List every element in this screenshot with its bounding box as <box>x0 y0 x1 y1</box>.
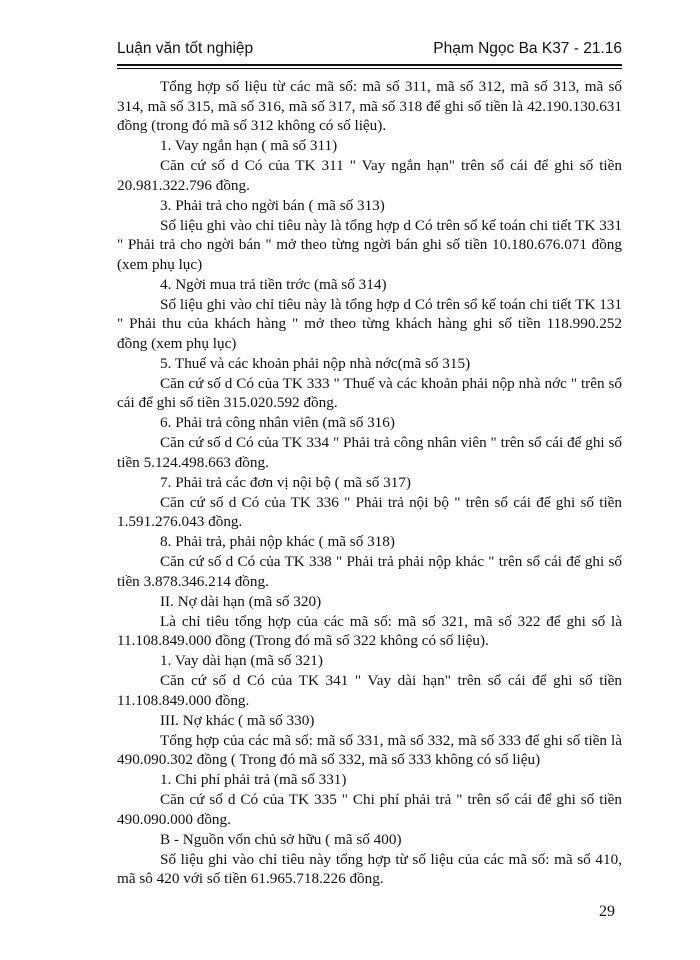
paragraph: Căn cứ số d Có của TK 338 " Phải trả phải nộp khác " trên sổ cái để ghi số tiền 3.878.346.214 đồng. <box>117 553 622 590</box>
section-heading: 7. Phải trả các đơn vị nội bộ ( mã số 317) <box>160 473 411 491</box>
paragraph: Căn cứ số d Có của TK 311 " Vay ngắn hạn" trên sổ cái để ghi số tiền 20.981.322.796 đồng. <box>117 157 622 194</box>
section-heading: 1. Chi phí phải trả (mã số 331) <box>160 771 347 788</box>
section-heading: 6. Phải trả công nhân viên (mã số 316) <box>160 414 395 431</box>
header-thesis-title: Luận văn tốt nghiệp <box>117 40 254 57</box>
section-heading: 3. Phải trả cho ngời bán ( mã số 313) <box>160 196 385 214</box>
section-heading: B - Nguồn vốn chủ sở hữu ( mã số 400) <box>160 830 402 848</box>
header-rule-thick <box>117 64 622 66</box>
section-heading: II. Nợ dài hạn (mã số 320) <box>160 592 322 610</box>
paragraph: Là chỉ tiêu tổng hợp của các mã số: mã số 321, mã số 322 để ghi số là 11.108.849.000 đồng (Trong đó mã số 322 không có số liệu). <box>117 612 622 649</box>
paragraph: Căn cứ số d Có của TK 334 " Phải trả công nhân viên " trên sổ cái để ghi số tiền 5.124.498.663 đồng. <box>117 434 622 471</box>
section-heading: 8. Phải trả, phải nộp khác ( mã số 318) <box>160 533 395 550</box>
page-number: 29 <box>599 903 615 920</box>
paragraph: Căn cứ số d Có của TK 341 " Vay dài hạn" trên sổ cái để ghi số tiền 11.108.849.000 đồng. <box>117 672 622 709</box>
paragraph: Số liệu ghi vào chỉ tiêu này tổng hợp từ số liệu của các mã số: mã số 410, mã sô 420 với số tiền 61.965.718.226 đồng. <box>117 850 622 887</box>
document-body <box>117 77 622 889</box>
paragraph: Căn cứ số d Có của TK 335 " Chi phí phải trả " trên sổ cái để ghi số tiền 490.090.000 đồng. <box>117 791 622 828</box>
paragraph: Tổng hợp của các mã số: mã số 331, mã số 332, mã số 333 để ghi số tiền là 490.090.302 đồng ( Trong đó mã số 332, mã số 333 không có số liệu) <box>117 731 622 768</box>
paragraph: Số liệu ghi vào chỉ tiêu này là tổng hợp d Có trên sổ kế toán chi tiết TK 131 " Phải thu của khách hàng " mở theo từng khách hàng ghi số tiền 118.990.252 đồng (xem phụ lục) <box>117 295 622 352</box>
paragraph: Căn cứ số d Có của TK 336 " Phải trả nội bộ " trên sổ cái để ghi số tiền 1.591.276.043 đồng. <box>117 493 622 530</box>
section-heading: 5. Thuế và các khoản phải nộp nhà nớc(mã số 315) <box>160 354 471 372</box>
section-heading: 1. Vay dài hạn (mã số 321) <box>160 652 323 669</box>
header-rule-thin <box>117 68 622 69</box>
header-author: Phạm Ngọc Ba K37 - 21.16 <box>433 40 622 57</box>
paragraph: Tổng hợp số liệu từ các mã số: mã số 311, mã số 312, mã số 313, mã số 314, mã số 315, mã số 316, mã số 317, mã số 318 để ghi số tiền là 42.190.130.631 đồng (trong đó mã số 312 không có số liệu). <box>117 78 622 134</box>
page-header <box>117 40 622 64</box>
paragraph: Căn cứ số d Có của TK 333 " Thuế và các khoản phải nộp nhà nớc " trên sổ cái để ghi số tiền 315.020.592 đồng. <box>117 374 622 411</box>
section-heading: III. Nợ khác ( mã số 330) <box>160 711 315 729</box>
section-heading: 4. Ngời mua trả tiền trớc (mã số 314) <box>160 275 387 293</box>
paragraph: Số liệu ghi vào chỉ tiêu này là tổng hợp d Có trên sổ kế toán chi tiết TK 331 " Phải trả cho ngời bán " mở theo từng ngời bán ghi số tiền 10.180.676.071 đồng (xem phụ lục) <box>117 216 622 273</box>
section-heading: 1. Vay ngắn hạn ( mã số 311) <box>160 137 338 154</box>
